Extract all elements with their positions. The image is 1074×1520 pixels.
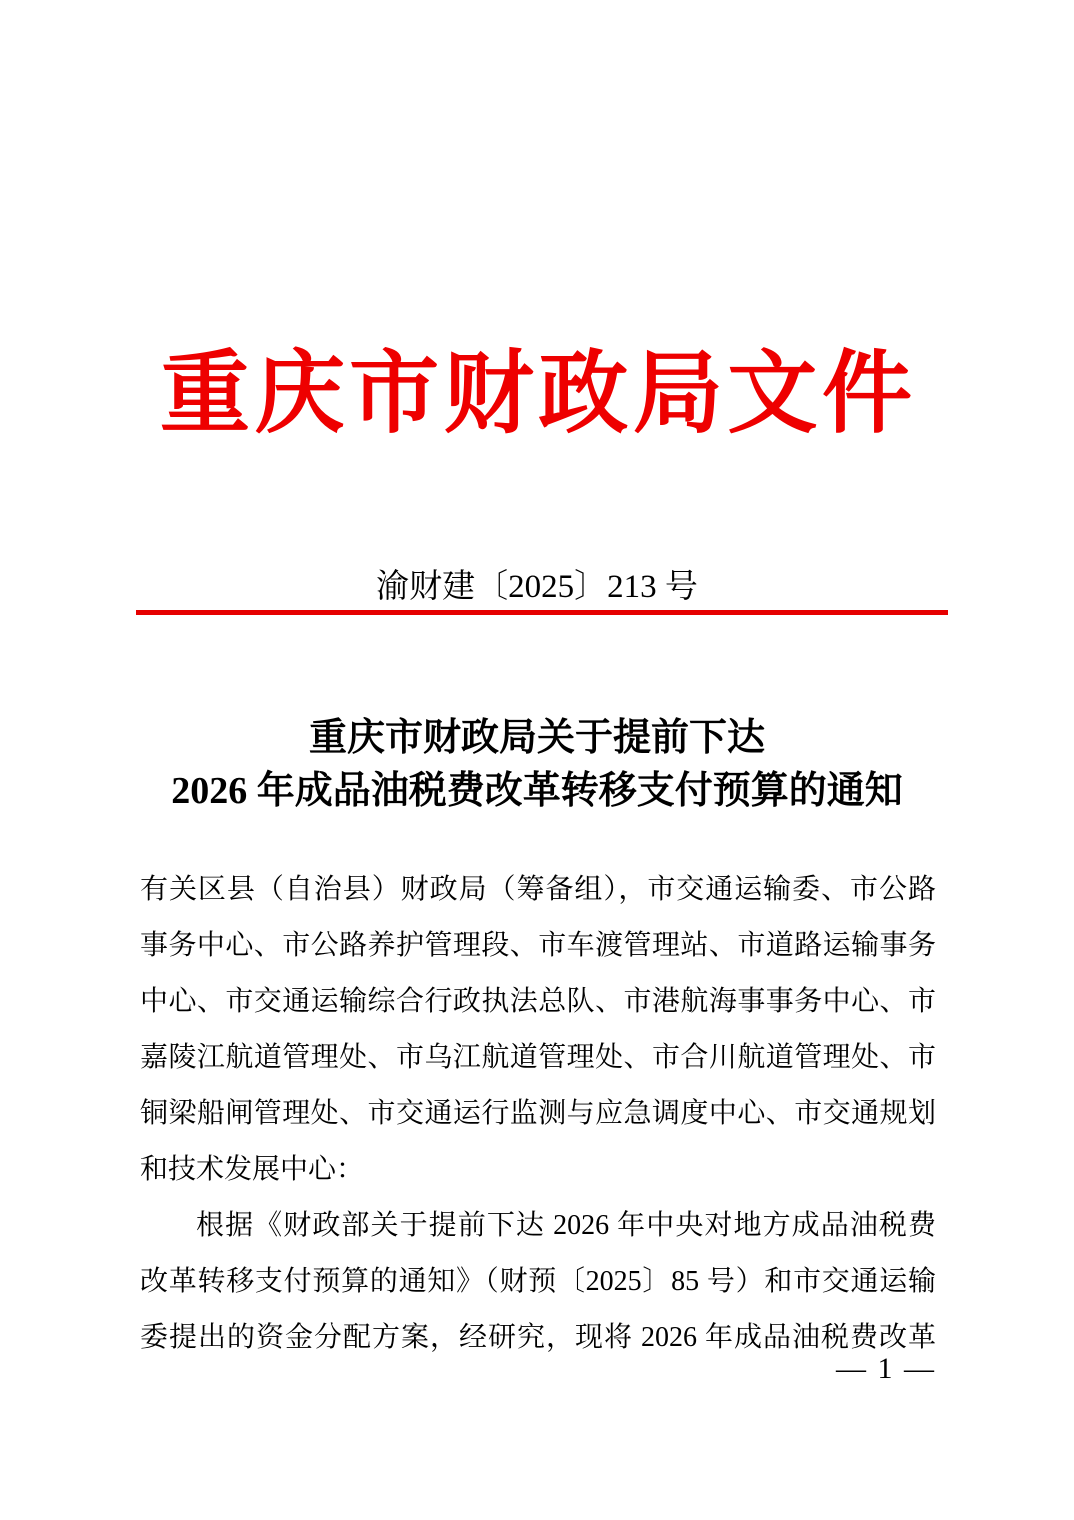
document-title (100, 712, 974, 818)
body-text (140, 862, 936, 1366)
body-line: 根据《财政部关于提前下达 2026 年中央对地方成品油税费 (196, 1210, 936, 1241)
body-line: 委提出的资金分配方案，经研究，现将 2026 年成品油税费改革 (140, 1322, 936, 1353)
doc-number: 渝财建〔2025〕213 号 (376, 569, 698, 605)
agency-banner: 重庆市财政局文件 (160, 345, 912, 444)
body-line: 中心、市交通运输综合行政执法总队、市港航海事事务中心、市 (140, 986, 936, 1017)
body-line: 事务中心、市公路养护管理段、市车渡管理站、市道路运输事务 (140, 930, 936, 961)
red-divider (136, 610, 948, 615)
title-line-1: 重庆市财政局关于提前下达 (308, 717, 765, 759)
title-line-2: 2026 年成品油税费改革转移支付预算的通知 (171, 770, 903, 812)
body-line: 铜梁船闸管理处、市交通运行监测与应急调度中心、市交通规划 (140, 1098, 936, 1129)
body-line: 改革转移支付预算的通知》（财预〔2025〕85 号）和市交通运输 (140, 1266, 936, 1297)
body-line: 嘉陵江航道管理处、市乌江航道管理处、市合川航道管理处、市 (140, 1042, 936, 1073)
body-line: 有关区县（自治县）财政局（筹备组），市交通运输委、市公路 (140, 874, 936, 905)
page-number: — 1 — (836, 1352, 936, 1385)
body-line: 和技术发展中心： (140, 1154, 365, 1185)
